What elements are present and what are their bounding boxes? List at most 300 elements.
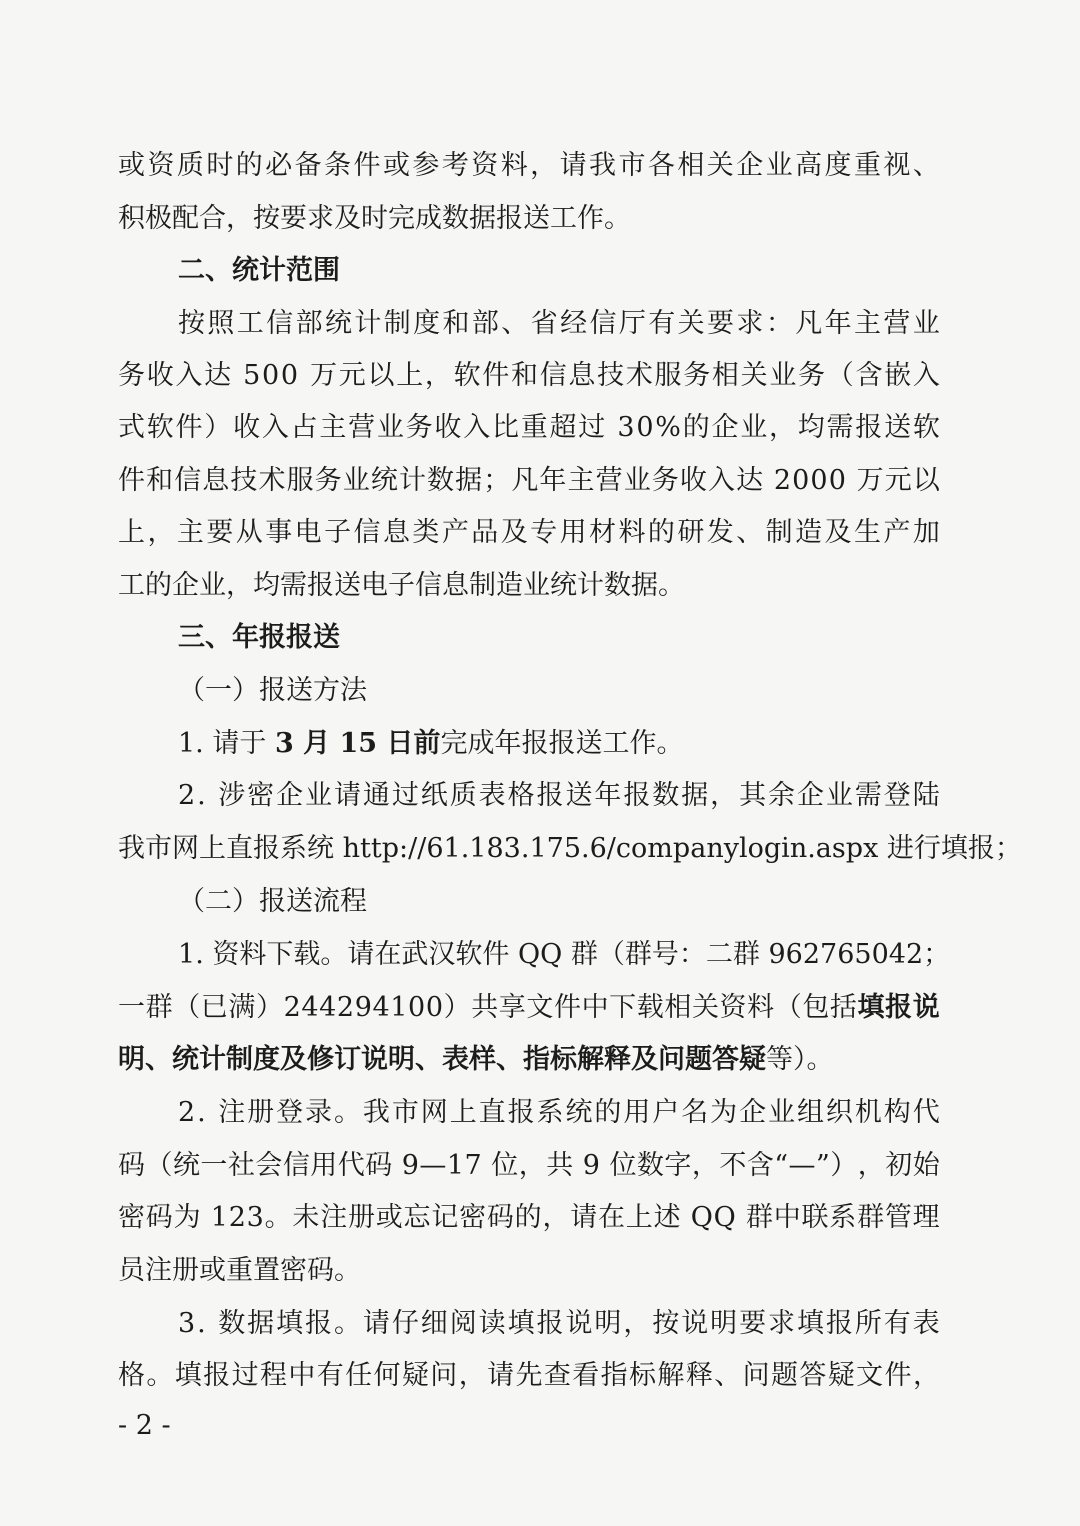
glyph: ： [678, 939, 706, 970]
line-text [178, 1306, 940, 1342]
glyph: 件 [553, 992, 581, 1023]
glyph: 报 [536, 1308, 564, 1339]
glyph [201, 1200, 210, 1236]
glyph: （ [826, 360, 854, 391]
glyph: 中 [288, 1360, 316, 1391]
glyph: ” [816, 1150, 830, 1181]
glyph: 9 [354, 992, 372, 1023]
glyph: 6 [837, 939, 855, 970]
glyph: 上 [449, 1097, 477, 1128]
glyph: n [706, 833, 724, 864]
glyph: 条 [324, 150, 352, 181]
glyph: 求 [768, 1308, 795, 1339]
glyph: p [381, 833, 399, 864]
glyph: 参 [412, 150, 440, 181]
glyph: 始 [912, 1150, 940, 1181]
text-run: （一）报送方法 [178, 675, 367, 706]
glyph: . [520, 833, 530, 864]
glyph: 社 [227, 1150, 255, 1181]
text-run: 二、统计范围 [178, 255, 340, 286]
glyph: 文 [856, 1360, 884, 1391]
glyph: ， [518, 1150, 546, 1181]
glyph: 5 [563, 833, 582, 864]
glyph: 说 [681, 1308, 709, 1339]
glyph: ， [542, 1202, 570, 1233]
glyph: 数 [218, 1308, 246, 1339]
glyph: ） [255, 992, 283, 1023]
glyph: 看 [572, 1360, 600, 1391]
glyph: 说 [565, 1308, 593, 1339]
glyph [847, 463, 856, 499]
glyph: 先 [515, 1360, 543, 1391]
glyph: 9 [768, 939, 786, 970]
glyph: 请 [570, 1202, 598, 1233]
glyph: 构 [883, 1097, 911, 1128]
glyph: 制 [383, 308, 411, 339]
glyph [204, 937, 213, 973]
glyph: 入 [912, 360, 940, 391]
glyph: 报 [536, 780, 564, 811]
glyph [681, 1200, 690, 1236]
line-text [178, 1095, 940, 1131]
glyph: 请 [347, 939, 375, 970]
glyph: 上 [625, 1202, 653, 1233]
glyph: 群 [145, 992, 173, 1023]
glyph: 一 [200, 1150, 228, 1181]
glyph: 和 [146, 465, 174, 496]
glyph: 造 [795, 517, 823, 548]
glyph: 事 [265, 517, 293, 548]
glyph: 答 [799, 1360, 827, 1391]
glyph: 发 [706, 517, 734, 548]
glyph: 入 [175, 360, 203, 391]
line-text [178, 778, 940, 814]
glyph: 0 [262, 360, 280, 391]
glyph: 据 [247, 1308, 275, 1339]
glyph: ， [530, 150, 558, 181]
glyph: 息 [202, 465, 230, 496]
glyph: 载 [636, 992, 664, 1023]
glyph: 用 [310, 1150, 338, 1181]
glyph: 及 [500, 517, 528, 548]
glyph: 件 [482, 360, 510, 391]
glyph: 在 [374, 939, 402, 970]
glyph: 资 [212, 939, 240, 970]
glyph: 件 [353, 150, 381, 181]
glyph: 专 [530, 517, 558, 548]
glyph: 下 [609, 992, 637, 1023]
line-text [118, 410, 940, 446]
glyph: 件 [482, 939, 510, 970]
glyph: 各 [647, 150, 675, 181]
glyph: 载 [293, 939, 321, 970]
glyph: 的 [647, 517, 675, 548]
glyph: 含 [855, 360, 883, 391]
glyph: 收 [434, 412, 462, 443]
glyph: 请 [333, 780, 361, 811]
glyph: 4 [319, 992, 337, 1023]
glyph: 标 [629, 1360, 657, 1391]
glyph: 有 [883, 1308, 911, 1339]
glyph: 需 [854, 780, 882, 811]
glyph: 、 [736, 517, 764, 548]
glyph: 记 [431, 1202, 459, 1233]
glyph: 解 [657, 1360, 685, 1391]
glyph: 质 [176, 150, 204, 181]
glyph: 我 [589, 150, 616, 181]
line-text [178, 673, 367, 709]
glyph: 8 [486, 833, 504, 864]
glyph: 问 [430, 1360, 458, 1391]
glyph: 按 [652, 1308, 680, 1339]
glyph: 填 [857, 992, 885, 1023]
glyph: 年 [824, 308, 852, 339]
glyph: 视 [883, 150, 911, 181]
glyph: 凡 [511, 465, 539, 496]
glyph: 9 [582, 1150, 600, 1181]
glyph [208, 1306, 217, 1342]
glyph: 比 [491, 412, 519, 443]
line-text [178, 726, 684, 762]
glyph: 联 [801, 1202, 829, 1233]
glyph: 据 [455, 465, 483, 496]
glyph: 请 [559, 150, 587, 181]
glyph: 营 [595, 465, 623, 496]
glyph: p [845, 833, 864, 864]
glyph: 何 [373, 1360, 401, 1391]
glyph: 相 [664, 992, 692, 1023]
glyph: 要 [739, 1308, 767, 1339]
glyph: 码 [145, 1202, 173, 1233]
glyph: 送 [884, 412, 912, 443]
line-text [118, 1253, 361, 1289]
glyph: 未 [292, 1202, 320, 1233]
glyph: 二 [705, 939, 733, 970]
glyph: 电 [294, 517, 322, 548]
line-text [118, 831, 1022, 867]
glyph: 达 [736, 465, 764, 496]
glyph: 数 [427, 465, 455, 496]
glyph: 务 [798, 360, 826, 391]
glyph: 的 [594, 1097, 622, 1128]
glyph: 在 [598, 1202, 625, 1233]
glyph: 2 [773, 465, 792, 496]
glyph: 1 [529, 833, 547, 864]
glyph: 直 [226, 833, 253, 864]
glyph: 关 [677, 308, 705, 339]
glyph: 汉 [428, 939, 456, 970]
text-run: 1. 请于 [178, 728, 275, 759]
glyph: 和 [442, 308, 470, 339]
glyph: 厅 [618, 308, 646, 339]
glyph: 6 [785, 939, 803, 970]
glyph: / [408, 833, 418, 864]
glyph: 2 [178, 1097, 196, 1128]
bold-text: 明、统计制度及修订说明、表样、指标解释及问题答疑 [118, 1044, 766, 1075]
glyph: 产 [883, 517, 911, 548]
glyph: 收 [679, 465, 707, 496]
glyph: 工 [236, 308, 264, 339]
glyph: 释 [685, 1360, 713, 1391]
glyph [334, 831, 343, 867]
glyph: 题 [770, 1360, 798, 1391]
glyph: 高 [795, 150, 823, 181]
glyph: 软 [453, 360, 481, 391]
glyph: 位 [609, 1150, 637, 1181]
glyph: 和 [511, 360, 538, 391]
glyph: 主 [853, 308, 881, 339]
glyph: 代 [912, 1097, 940, 1128]
line-text [118, 358, 940, 394]
glyph: 上 [118, 517, 145, 548]
glyph: 任 [345, 1360, 373, 1391]
glyph: 指 [600, 1360, 628, 1391]
glyph: 计 [354, 308, 382, 339]
glyph: 业 [912, 308, 940, 339]
glyph: 3 [246, 1202, 264, 1233]
glyph: ； [923, 939, 951, 970]
glyph: 业 [305, 780, 332, 811]
glyph: 过 [578, 412, 606, 443]
glyph: 业 [769, 360, 797, 391]
glyph: 元 [338, 360, 366, 391]
glyph: 字 [664, 1150, 692, 1181]
glyph: 机 [854, 1097, 882, 1128]
line-text [178, 620, 340, 656]
glyph: 报 [623, 780, 651, 811]
glyph: 报 [855, 412, 883, 443]
glyph: g [763, 833, 782, 864]
glyph: 名 [681, 1097, 709, 1128]
glyph: 0 [636, 412, 654, 443]
glyph: 入 [463, 412, 491, 443]
glyph: ， [691, 1150, 719, 1181]
glyph: 关 [706, 150, 734, 181]
glyph: . [460, 833, 470, 864]
glyph: 主 [567, 465, 595, 496]
glyph: 度 [413, 308, 441, 339]
glyph [208, 1095, 217, 1131]
glyph: 格 [118, 1360, 145, 1391]
glyph: 软 [146, 412, 174, 443]
glyph: 凡 [795, 308, 823, 339]
glyph: ， [857, 1150, 885, 1181]
glyph: 进 [886, 833, 914, 864]
line-text [118, 201, 631, 237]
glyph: 按 [178, 308, 205, 339]
glyph: 需 [826, 412, 854, 443]
glyph: ， [769, 412, 796, 443]
glyph: 企 [736, 150, 764, 181]
glyph: 有 [316, 1360, 344, 1391]
glyph: 密 [247, 780, 275, 811]
glyph: 。 [320, 939, 348, 970]
glyph: 企 [739, 1097, 767, 1128]
glyph: 、 [912, 150, 940, 181]
glyph: 务 [651, 465, 679, 496]
glyph: 代 [337, 1150, 365, 1181]
glyph: : [399, 833, 409, 864]
glyph: l [738, 833, 748, 864]
glyph: 企 [276, 780, 304, 811]
glyph: 业 [376, 412, 404, 443]
glyph: 市 [391, 1097, 419, 1128]
glyph: 占 [290, 412, 318, 443]
glyph: 一 [118, 992, 145, 1023]
glyph: 备 [294, 150, 322, 181]
glyph: 报 [203, 1360, 231, 1391]
glyph: 的 [235, 150, 263, 181]
glyph: 数 [652, 780, 680, 811]
glyph: / [417, 833, 427, 864]
glyph: a [690, 833, 707, 864]
glyph: 有 [648, 308, 676, 339]
glyph: 所 [854, 1308, 882, 1339]
text-run: 工的企业，均需报送电子信息制造业统计数据。 [118, 570, 685, 601]
glyph: 报 [507, 1097, 535, 1128]
glyph: 送 [565, 780, 593, 811]
glyph: 务 [118, 360, 145, 391]
glyph: 从 [235, 517, 263, 548]
glyph: 7 [464, 1150, 482, 1181]
glyph: 务 [314, 465, 342, 496]
glyph: a [815, 833, 832, 864]
glyph: 件 [118, 465, 145, 496]
glyph: 报 [305, 1308, 332, 1339]
glyph: 群 [857, 1202, 885, 1233]
glyph: ） [204, 412, 232, 443]
glyph: t [359, 833, 371, 864]
glyph: 密 [459, 1202, 487, 1233]
glyph [600, 1148, 609, 1184]
glyph: 文 [526, 992, 554, 1023]
glyph: . [807, 833, 816, 864]
line-text [118, 990, 940, 1026]
glyph: 填 [796, 1308, 824, 1339]
glyph: 1 [210, 1202, 228, 1233]
glyph: 用 [559, 517, 587, 548]
glyph: 填 [174, 1360, 202, 1391]
glyph: 4 [301, 992, 319, 1023]
glyph: 的 [514, 1202, 542, 1233]
glyph: m [647, 833, 673, 864]
glyph: 相 [711, 360, 739, 391]
glyph: 组 [796, 1097, 824, 1128]
glyph: 享 [498, 992, 526, 1023]
glyph: 系 [829, 1202, 857, 1233]
glyph: 其 [739, 780, 767, 811]
glyph: Q [517, 939, 541, 970]
glyph: 问 [742, 1360, 770, 1391]
glyph: 6 [589, 833, 607, 864]
line-text [178, 884, 367, 920]
glyph: 网 [420, 1097, 448, 1128]
glyph [760, 937, 769, 973]
glyph: 不 [719, 1150, 747, 1181]
glyph: 2 [228, 1202, 246, 1233]
glyph [233, 358, 242, 394]
glyph: 主 [176, 517, 204, 548]
glyph: i [781, 833, 790, 864]
glyph: 3 [503, 833, 521, 864]
glyph: 关 [740, 360, 768, 391]
glyph: 或 [382, 150, 410, 181]
glyph: 。 [333, 1097, 361, 1128]
glyph: 系 [280, 833, 307, 864]
glyph: 务 [405, 412, 433, 443]
glyph: 技 [230, 465, 258, 496]
glyph: 0 [810, 465, 828, 496]
glyph: ： [765, 308, 793, 339]
glyph: . [197, 780, 206, 811]
glyph: 年 [539, 465, 567, 496]
glyph: 系 [536, 1097, 564, 1128]
glyph: 包 [802, 992, 830, 1023]
glyph: 2 [336, 992, 355, 1023]
glyph: x [863, 833, 879, 864]
glyph: . [197, 1308, 206, 1339]
glyph: 请 [362, 1308, 390, 1339]
glyph: 信 [353, 517, 381, 548]
glyph: 收 [146, 360, 174, 391]
glyph: 位 [491, 1150, 519, 1181]
glyph: 涉 [218, 780, 246, 811]
glyph: 资 [719, 992, 747, 1023]
glyph: 2 [905, 939, 924, 970]
glyph: 4 [888, 939, 906, 970]
glyph: s [831, 833, 846, 864]
glyph: o [631, 833, 648, 864]
glyph: 或 [375, 1202, 403, 1233]
glyph [737, 1200, 746, 1236]
glyph [208, 778, 217, 814]
glyph: 重 [853, 150, 881, 181]
glyph: 报 [885, 992, 913, 1023]
glyph: 管 [884, 1202, 912, 1233]
glyph: 说 [912, 992, 940, 1023]
glyph: 市 [618, 150, 646, 181]
glyph: 共 [471, 992, 499, 1023]
glyph: 信 [539, 360, 567, 391]
glyph: 万 [856, 465, 884, 496]
glyph: 群 [745, 1202, 773, 1233]
glyph: 0 [425, 992, 443, 1023]
glyph: 忘 [403, 1202, 431, 1233]
glyph: ； [483, 465, 511, 496]
glyph: 料 [747, 992, 775, 1023]
glyph: 2 [283, 992, 301, 1023]
glyph: 1 [469, 833, 487, 864]
text-run: 三、年报报送 [178, 622, 340, 653]
glyph: 填 [276, 1308, 304, 1339]
glyph [878, 831, 887, 867]
glyph: 达 [204, 360, 232, 391]
glyph: 报 [253, 833, 280, 864]
glyph: . [195, 939, 204, 970]
glyph: 术 [258, 465, 286, 496]
glyph: 纸 [420, 780, 448, 811]
glyph: — [788, 1150, 816, 1181]
glyph: 统 [370, 465, 398, 496]
glyph: 述 [653, 1202, 681, 1233]
glyph: 企 [796, 780, 824, 811]
glyph: 均 [797, 412, 825, 443]
glyph: ； [994, 833, 1022, 864]
glyph: ， [623, 1308, 651, 1339]
glyph: 细 [420, 1308, 448, 1339]
glyph: 2 [178, 780, 196, 811]
text-run: 完成年报报送工作。 [440, 728, 684, 759]
